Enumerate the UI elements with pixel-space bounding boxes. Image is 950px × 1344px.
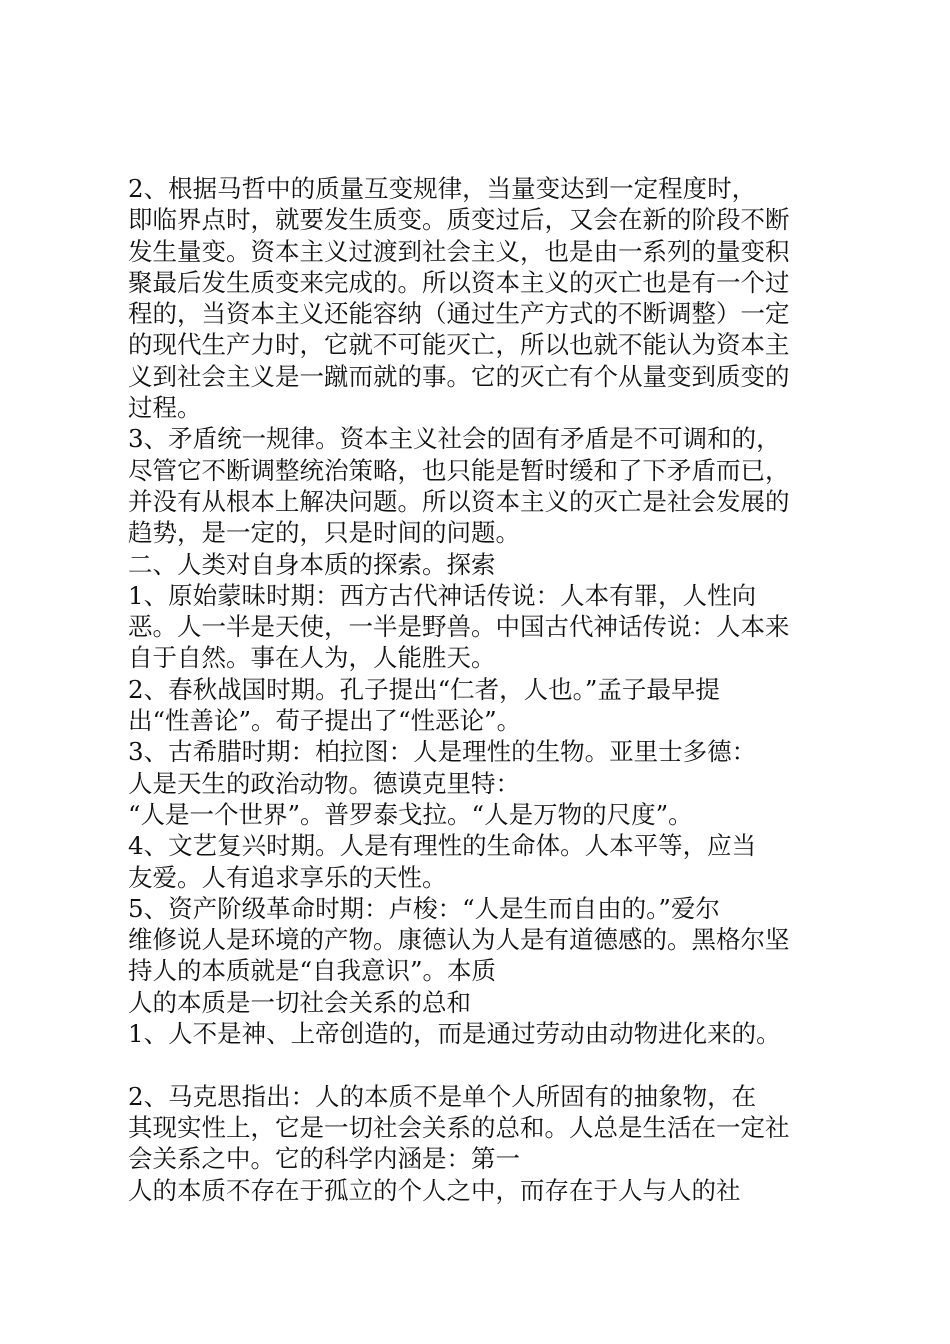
text-line: 友爱。人有追求享乐的天性。 — [128, 862, 447, 892]
text-line: 会关系之中。它的科学内涵是：第一 — [128, 1144, 520, 1174]
text-line: 4、文艺复兴时期。人是有理性的生命体。人本平等，应当 — [128, 831, 757, 861]
text-line: 聚最后发生质变来完成的。所以资本主义的灭亡也是有一个过 — [128, 267, 790, 297]
text-line: 1、人不是神、上帝创造的，而是通过劳动由动物进化来的。 — [128, 1019, 781, 1049]
text-line: 并没有从根本上解决问题。所以资本主义的灭亡是社会发展的 — [128, 486, 790, 516]
text-line: 人是天生的政治动物。德谟克里特： — [128, 768, 520, 798]
blank-line — [128, 1049, 838, 1080]
text-line: 2、马克思指出：人的本质不是单个人所固有的抽象物，在 — [128, 1081, 757, 1111]
text-line: 其现实性上，它是一切社会关系的总和。人总是生活在一定社 — [128, 1112, 790, 1142]
text-line: 的现代生产力时，它就不可能灭亡，所以也就不能认为资本主 — [128, 330, 790, 360]
text-line: 趋势，是一定的，只是时间的问题。 — [128, 518, 520, 548]
text-line: 程的，当资本主义还能容纳（通过生产方式的不断调整）一定 — [128, 299, 790, 329]
text-line: 出“性善论”。荀子提出了“性恶论”。 — [128, 706, 522, 736]
text-line: 自于自然。事在人为，人能胜天。 — [128, 643, 496, 673]
text-line: 持人的本质就是“自我意识”。本质 — [128, 956, 497, 986]
text-line: 人的本质不存在于孤立的个人之中，而存在于人与人的社 — [128, 1175, 741, 1205]
text-line: 3、古希腊时期：柏拉图：人是理性的生物。亚里士多德： — [128, 737, 757, 767]
text-line: 即临界点时，就要发生质变。质变过后，又会在新的阶段不断 — [128, 205, 790, 235]
text-line: 发生量变。资本主义过渡到社会主义，也是由一系列的量变积 — [128, 236, 790, 266]
text-line: 1、原始蒙昧时期：西方古代神话传说：人本有罪，人性向 — [128, 580, 757, 610]
text-line: 尽管它不断调整统治策略，也只能是暂时缓和了下矛盾而已， — [128, 455, 790, 485]
text-line: 人的本质是一切社会关系的总和 — [128, 987, 471, 1017]
text-line: 2、春秋战国时期。孔子提出“仁者，人也。”孟子最早提 — [128, 674, 720, 704]
text-line: 2、根据马哲中的质量互变规律，当量变达到一定程度时， — [128, 174, 757, 203]
text-line: 维修说人是环境的产物。康德认为人是有道德感的。黑格尔坚 — [128, 925, 790, 955]
text-line: 3、矛盾统一规律。资本主义社会的固有矛盾是不可调和的， — [128, 424, 781, 454]
text-line: “人是一个世界”。普罗泰戈拉。“人是万物的尺度”。 — [128, 799, 693, 829]
text-line: 恶。人一半是天使，一半是野兽。中国古代神话传说：人本来 — [128, 612, 790, 642]
text-line: 5、资产阶级革命时期：卢梭：“人是生而自由的。”爱尔 — [128, 893, 720, 923]
section-heading: 二、人类对自身本质的探索。探索 — [128, 549, 496, 579]
text-line: 义到社会主义是一蹴而就的事。它的灭亡有个从量变到质变的 — [128, 361, 790, 391]
text-line: 过程。 — [128, 393, 202, 423]
document-body — [128, 173, 838, 1206]
